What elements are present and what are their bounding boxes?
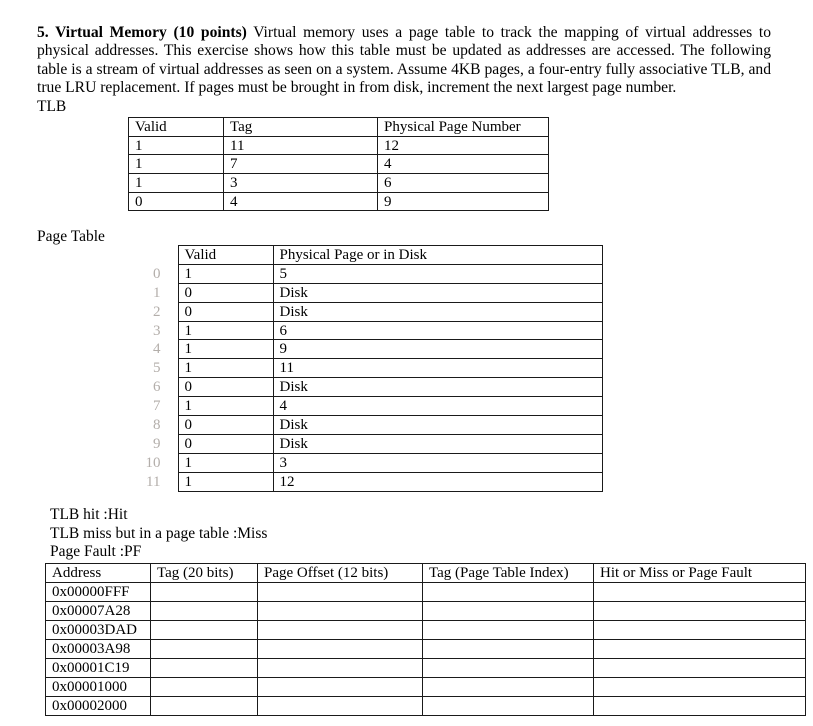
pt-valid: 1 bbox=[178, 472, 273, 491]
page-table-header-valid: Valid bbox=[178, 246, 273, 265]
answer-cell-result bbox=[594, 602, 806, 621]
answer-cell-tag20 bbox=[151, 602, 258, 621]
address-row bbox=[46, 621, 806, 640]
addr-header-ptindex: Tag (Page Table Index) bbox=[423, 564, 594, 583]
pt-valid: 1 bbox=[178, 340, 273, 359]
page-table-row bbox=[128, 416, 602, 435]
addr-header-result: Hit or Miss or Page Fault bbox=[594, 564, 806, 583]
answer-cell-tag20 bbox=[151, 697, 258, 716]
address-value: 0x00001C19 bbox=[46, 659, 151, 678]
tlb-header-row bbox=[129, 118, 549, 137]
address-value: 0x00003DAD bbox=[46, 621, 151, 640]
answer-cell-tag20 bbox=[151, 621, 258, 640]
tlb-ppn: 4 bbox=[378, 155, 549, 174]
tlb-valid: 1 bbox=[129, 155, 224, 174]
page-table-header-page: Physical Page or in Disk bbox=[273, 246, 602, 265]
legend bbox=[50, 506, 267, 562]
pt-page: Disk bbox=[273, 434, 602, 453]
answer-cell-ptindex bbox=[423, 640, 594, 659]
address-value: 0x00007A28 bbox=[46, 602, 151, 621]
answer-cell-tag20 bbox=[151, 583, 258, 602]
row-index: 9 bbox=[153, 435, 161, 452]
page-table-row bbox=[128, 264, 602, 283]
tlb-table bbox=[128, 117, 549, 211]
pt-page: 12 bbox=[273, 472, 602, 491]
pt-page: 3 bbox=[273, 453, 602, 472]
pt-page: Disk bbox=[273, 302, 602, 321]
page-table-row bbox=[128, 472, 602, 491]
pt-page: 4 bbox=[273, 397, 602, 416]
address-value: 0x00001000 bbox=[46, 678, 151, 697]
row-index: 7 bbox=[153, 398, 161, 415]
answer-cell-ptindex bbox=[423, 621, 594, 640]
page-table-row bbox=[128, 321, 602, 340]
address-row bbox=[46, 583, 806, 602]
answer-cell-ptindex bbox=[423, 583, 594, 602]
problem-text: Virtual memory uses a page table to track the mapping of virtual addresses to physical addresses. This exercise shows how this table must be updated as addresses are accessed. The following table is a stream of virtual addresses as seen on a system. Assume 4KB pages, a four-entry fully associative TLB, and true LRU replacement. If pages must be brought in from disk, increment the next largest page number. bbox=[37, 23, 771, 97]
page-table-row bbox=[128, 453, 602, 472]
answer-cell-tag20 bbox=[151, 678, 258, 697]
answer-cell-offset bbox=[258, 602, 423, 621]
tlb-row bbox=[129, 155, 549, 174]
row-index: 3 bbox=[153, 322, 161, 339]
page-table-row bbox=[128, 340, 602, 359]
tlb-row bbox=[129, 136, 549, 155]
tlb-valid: 1 bbox=[129, 136, 224, 155]
answer-cell-result bbox=[594, 678, 806, 697]
answer-cell-offset bbox=[258, 640, 423, 659]
tlb-tag: 3 bbox=[224, 174, 378, 193]
answer-cell-result bbox=[594, 583, 806, 602]
address-value: 0x00003A98 bbox=[46, 640, 151, 659]
legend-hit: TLB hit :Hit bbox=[50, 506, 128, 523]
row-index: 2 bbox=[153, 303, 161, 320]
row-index: 0 bbox=[153, 265, 161, 282]
pt-page: 9 bbox=[273, 340, 602, 359]
legend-pf: Page Fault :PF bbox=[50, 543, 142, 561]
tlb-header-tag: Tag bbox=[224, 118, 378, 137]
row-index: 10 bbox=[145, 454, 161, 471]
tlb-section-label: TLB bbox=[37, 98, 67, 115]
pt-valid: 1 bbox=[178, 397, 273, 416]
pt-valid: 1 bbox=[178, 359, 273, 378]
tlb-header-ppn: Physical Page Number bbox=[378, 118, 549, 137]
pt-valid: 1 bbox=[178, 264, 273, 283]
answer-cell-result bbox=[594, 640, 806, 659]
addr-header-tag20: Tag (20 bits) bbox=[151, 564, 258, 583]
page-table-row bbox=[128, 434, 602, 453]
answer-cell-tag20 bbox=[151, 640, 258, 659]
page-table-row bbox=[128, 378, 602, 397]
tlb-header-valid: Valid bbox=[129, 118, 224, 137]
tlb-tag: 7 bbox=[224, 155, 378, 174]
page-table-row bbox=[128, 283, 602, 302]
row-index: 4 bbox=[153, 341, 161, 358]
address-row bbox=[46, 659, 806, 678]
address-value: 0x00000FFF bbox=[46, 583, 151, 602]
pt-valid: 0 bbox=[178, 302, 273, 321]
address-row bbox=[46, 678, 806, 697]
answer-cell-offset bbox=[258, 583, 423, 602]
page-table-header-row bbox=[128, 246, 602, 265]
answer-cell-offset bbox=[258, 678, 423, 697]
answer-cell-offset bbox=[258, 621, 423, 640]
page-table-index-spacer bbox=[128, 246, 178, 265]
row-index: 1 bbox=[153, 284, 161, 301]
pt-valid: 0 bbox=[178, 434, 273, 453]
address-row bbox=[46, 640, 806, 659]
answer-cell-offset bbox=[258, 659, 423, 678]
pt-valid: 1 bbox=[178, 321, 273, 340]
answer-cell-result bbox=[594, 697, 806, 716]
tlb-row bbox=[129, 192, 549, 211]
tlb-ppn: 6 bbox=[378, 174, 549, 193]
legend-miss: TLB miss but in a page table :Miss bbox=[50, 524, 268, 542]
problem-statement bbox=[37, 24, 771, 98]
row-index: 8 bbox=[153, 416, 161, 433]
tlb-valid: 0 bbox=[129, 192, 224, 211]
page-table-row bbox=[128, 359, 602, 378]
pt-page: Disk bbox=[273, 416, 602, 435]
page-table-row bbox=[128, 397, 602, 416]
answer-cell-ptindex bbox=[423, 697, 594, 716]
address-value: 0x00002000 bbox=[46, 697, 151, 716]
addr-header-address: Address bbox=[46, 564, 151, 583]
page-table-section-label: Page Table bbox=[37, 228, 105, 245]
page-table-row bbox=[128, 302, 602, 321]
answer-cell-result bbox=[594, 659, 806, 678]
answer-cell-ptindex bbox=[423, 602, 594, 621]
row-index: 6 bbox=[153, 379, 161, 396]
answer-cell-offset bbox=[258, 697, 423, 716]
tlb-tag: 11 bbox=[224, 136, 378, 155]
answer-cell-result bbox=[594, 621, 806, 640]
pt-page: 5 bbox=[273, 264, 602, 283]
tlb-valid: 1 bbox=[129, 174, 224, 193]
address-table bbox=[45, 563, 806, 716]
addr-header-offset: Page Offset (12 bits) bbox=[258, 564, 423, 583]
address-row bbox=[46, 697, 806, 716]
pt-page: 11 bbox=[273, 359, 602, 378]
pt-valid: 0 bbox=[178, 283, 273, 302]
pt-valid: 0 bbox=[178, 378, 273, 397]
tlb-row bbox=[129, 174, 549, 193]
pt-page: 6 bbox=[273, 321, 602, 340]
address-row bbox=[46, 602, 806, 621]
tlb-tag: 4 bbox=[224, 192, 378, 211]
answer-cell-ptindex bbox=[423, 659, 594, 678]
pt-page: Disk bbox=[273, 283, 602, 302]
pt-valid: 1 bbox=[178, 453, 273, 472]
answer-cell-ptindex bbox=[423, 678, 594, 697]
row-index: 5 bbox=[153, 360, 161, 377]
pt-valid: 0 bbox=[178, 416, 273, 435]
address-header-row bbox=[46, 564, 806, 583]
row-index: 11 bbox=[146, 473, 161, 490]
tlb-ppn: 9 bbox=[378, 192, 549, 211]
pt-page: Disk bbox=[273, 378, 602, 397]
page-table bbox=[128, 245, 603, 492]
problem-title: 5. Virtual Memory (10 points) bbox=[37, 23, 247, 41]
answer-cell-tag20 bbox=[151, 659, 258, 678]
tlb-ppn: 12 bbox=[378, 136, 549, 155]
